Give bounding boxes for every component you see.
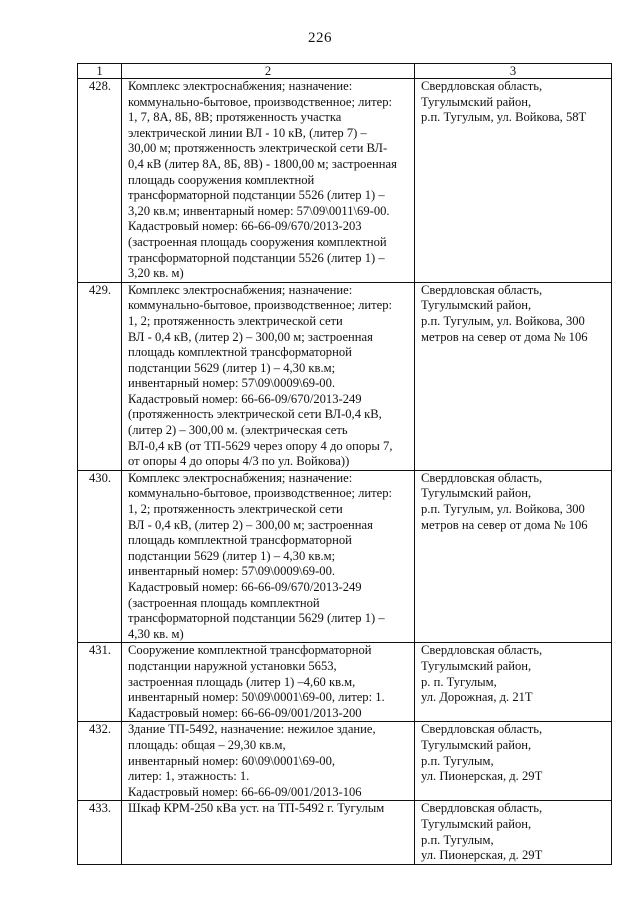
table-row <box>78 801 612 864</box>
row-description: Сооружение комплектной трансформаторной подстанции наружной установки 5653, застроенная площадь (литер 1) –4,60 кв.м, инвентарный номер: 50\09\0001\69-00, литер: 1. Кадастровый номер: 66-66-09/001/2013-200 <box>122 643 415 722</box>
row-number: 432. <box>78 722 122 801</box>
table-row <box>78 282 612 470</box>
row-description: Комплекс электроснабжения; назначение: коммунально-бытовое, производственное; литер: 1, 2; протяженность электрической сети ВЛ - 0,4 кВ, (литер 2) – 300,00 м; застроенная площадь комплектной трансформаторной подстанции 5629 (литер 1) – 4,30 кв.м; инвентарный номер: 57\09\0009\69-00. Кадастровый номер: 66-66-09/670/2013-249 (протяженность электрической сети ВЛ-0,4 кВ, (литер 2) – 300,00 м. (электрическая сеть ВЛ-0,4 кВ (от ТП-5629 через опору 4 до опоры 7, от опоры 4 до опоры 4/3 по ул. Войкова)) <box>122 282 415 470</box>
row-description: Комплекс электроснабжения; назначение: коммунально-бытовое, производственное; литер: 1, 7, 8А, 8Б, 8В; протяженность участка электрической линии ВЛ - 10 кВ, (литер 7) – 30,00 м; протяженность электрической сети ВЛ- 0,4 кВ (литер 8А, 8Б, 8В) - 1800,00 м; застроенная площадь сооружения комплектной трансформаторной подстанции 5526 (литер 1) – 3,20 кв.м; инвентарный номер: 57\09\0011\69-00. Кадастровый номер: 66-66-09/670/2013-203 (застроенная площадь сооружения комплектной трансформаторной подстанции 5526 (литер 1) – 3,20 кв. м) <box>122 79 415 283</box>
row-address: Свердловская область, Тугулымский район, р.п. Тугулым, ул. Пионерская, д. 29Т <box>415 801 612 864</box>
row-number: 431. <box>78 643 122 722</box>
table-row <box>78 470 612 643</box>
table-row <box>78 722 612 801</box>
table-row <box>78 643 612 722</box>
column-header-description: 2 <box>122 64 415 79</box>
page-number: 226 <box>308 30 332 46</box>
column-header-number: 1 <box>78 64 122 79</box>
row-number: 433. <box>78 801 122 864</box>
table-row <box>78 79 612 283</box>
row-description: Комплекс электроснабжения; назначение: коммунально-бытовое, производственное; литер: 1, 2; протяженность электрической сети ВЛ - 0,4 кВ, (литер 2) – 300,00 м; застроенная площадь комплектной трансформаторной подстанции 5629 (литер 1) – 4,30 кв.м; инвентарный номер: 57\09\0009\69-00. Кадастровый номер: 66-66-09/670/2013-249 (застроенная площадь комплектной трансформаторной подстанции 5629 (литер 1) – 4,30 кв. м) <box>122 470 415 643</box>
row-address: Свердловская область, Тугулымский район, р.п. Тугулым, ул. Войкова, 58Т <box>415 79 612 283</box>
row-address: Свердловская область, Тугулымский район, р.п. Тугулым, ул. Войкова, 300 метров на север от дома № 106 <box>415 470 612 643</box>
row-address: Свердловская область, Тугулымский район, р.п. Тугулым, ул. Войкова, 300 метров на север от дома № 106 <box>415 282 612 470</box>
table-header-row <box>78 64 612 79</box>
property-registry-table <box>77 63 612 865</box>
column-header-address: 3 <box>415 64 612 79</box>
row-description: Шкаф КРМ-250 кВа уст. на ТП-5492 г. Тугулым <box>122 801 415 864</box>
row-address: Свердловская область, Тугулымский район, р. п. Тугулым, ул. Дорожная, д. 21Т <box>415 643 612 722</box>
row-number: 428. <box>78 79 122 283</box>
row-address: Свердловская область, Тугулымский район, р.п. Тугулым, ул. Пионерская, д. 29Т <box>415 722 612 801</box>
row-description: Здание ТП-5492, назначение: нежилое здание, площадь: общая – 29,30 кв.м, инвентарный номер: 60\09\0001\69-00, литер: 1, этажность: 1. Кадастровый номер: 66-66-09/001/2013-106 <box>122 722 415 801</box>
row-number: 430. <box>78 470 122 643</box>
row-number: 429. <box>78 282 122 470</box>
